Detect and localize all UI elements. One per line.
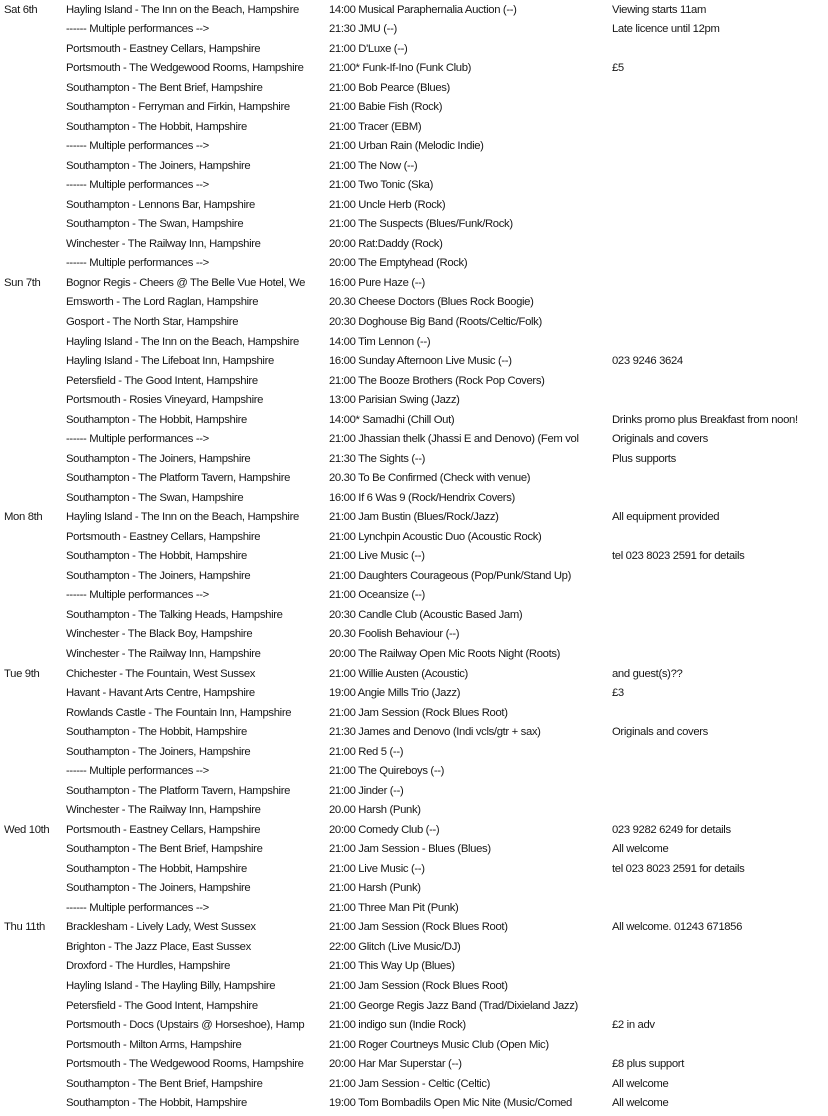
- event-cell: 21:00 Uncle Herb (Rock): [329, 198, 446, 211]
- venue-cell: Portsmouth - Rosies Vineyard, Hampshire: [66, 394, 264, 407]
- event-cell: 20:00 The Emptyhead (Rock): [329, 257, 468, 270]
- listing-row: [0, 1, 828, 20]
- venue-cell: Portsmouth - Docs (Upstairs @ Horseshoe), Hamp: [66, 1019, 305, 1032]
- venue-cell: Winchester - The Railway Inn, Hampshire: [66, 237, 261, 250]
- listing-row: [0, 879, 828, 898]
- listing-row: [0, 840, 828, 859]
- event-cell: 20:00 Rat:Daddy (Rock): [329, 237, 443, 250]
- listing-row: [0, 118, 828, 137]
- day-label: Sun 7th: [4, 276, 41, 289]
- listing-row: [0, 274, 828, 293]
- venue-cell: Hayling Island - The Hayling Billy, Hampshire: [66, 980, 276, 992]
- listing-row: [0, 352, 828, 371]
- note-cell: Originals and covers: [612, 433, 708, 446]
- event-cell: 20.30 Foolish Behaviour (--): [329, 628, 460, 641]
- listing-row: [0, 782, 828, 801]
- venue-cell: Bognor Regis - Cheers @ The Belle Vue Hotel, We: [66, 276, 306, 289]
- venue-cell: Winchester - The Railway Inn, Hampshire: [66, 804, 261, 817]
- listing-row: [0, 508, 828, 527]
- event-cell: 21:00 The Booze Brothers (Rock Pop Covers): [329, 374, 545, 387]
- venue-cell: Petersfield - The Good Intent, Hampshire: [66, 999, 258, 1012]
- venue-cell: Emsworth - The Lord Raglan, Hampshire: [66, 296, 259, 309]
- venue-cell: Southampton - The Platform Tavern, Hampshire: [66, 472, 291, 485]
- venue-cell: Portsmouth - The Wedgewood Rooms, Hampshire: [66, 62, 304, 75]
- listing-row: [0, 196, 828, 215]
- event-cell: 13:00 Parisian Swing (Jazz): [329, 394, 460, 407]
- listing-row: [0, 606, 828, 625]
- venue-cell: Gosport - The North Star, Hampshire: [66, 315, 239, 328]
- event-cell: 21:00 George Regis Jazz Band (Trad/Dixieland Jazz): [329, 999, 578, 1012]
- venue-cell: Southampton - The Hobbit, Hampshire: [66, 726, 247, 739]
- note-cell: All welcome. 01243 671856: [612, 921, 743, 934]
- note-cell: Drinks promo plus Breakfast from noon!: [612, 413, 798, 426]
- listing-row: [0, 1075, 828, 1094]
- venue-cell: Winchester - The Black Boy, Hampshire: [66, 628, 253, 641]
- event-cell: 20.30 Cheese Doctors (Blues Rock Boogie): [329, 296, 534, 309]
- venue-cell: ------ Multiple performances -->: [66, 901, 209, 914]
- venue-cell: Southampton - The Hobbit, Hampshire: [66, 862, 247, 875]
- listing-row: [0, 293, 828, 312]
- listing-row: [0, 938, 828, 957]
- event-cell: 21:00 Willie Austen (Acoustic): [329, 667, 468, 680]
- venue-cell: Southampton - The Hobbit, Hampshire: [66, 550, 247, 563]
- event-cell: 21:00 Three Man Pit (Punk): [329, 901, 459, 914]
- listing-row: [0, 957, 828, 976]
- venue-cell: Southampton - The Talking Heads, Hampshire: [66, 608, 283, 621]
- listing-row: [0, 469, 828, 488]
- event-cell: 21:00 Jinder (--): [329, 784, 404, 797]
- listing-row: [0, 665, 828, 684]
- venue-cell: ------ Multiple performances -->: [66, 140, 209, 153]
- venue-cell: Southampton - Ferryman and Firkin, Hampshire: [66, 101, 290, 114]
- listing-row: [0, 977, 828, 996]
- listing-row: [0, 645, 828, 664]
- listing-row: [0, 20, 828, 39]
- listing-row: [0, 176, 828, 195]
- listing-row: [0, 372, 828, 391]
- event-cell: 21:00 Jam Session (Rock Blues Root): [329, 706, 508, 719]
- listing-row: [0, 333, 828, 352]
- note-cell: £5: [612, 62, 624, 75]
- venue-cell: Southampton - The Joiners, Hampshire: [66, 745, 251, 758]
- listing-row: [0, 528, 828, 547]
- event-cell: 21:00 Jam Session (Rock Blues Root): [329, 921, 508, 934]
- venue-cell: Southampton - The Bent Brief, Hampshire: [66, 1077, 263, 1090]
- event-cell: 21:00 Babie Fish (Rock): [329, 101, 443, 114]
- venue-cell: Brighton - The Jazz Place, East Sussex: [66, 940, 251, 953]
- event-cell: 21:00 Jhassian thelk (Jhassi E and Denovo) (Fem vol: [329, 433, 579, 446]
- listing-row: [0, 391, 828, 410]
- listing-row: [0, 430, 828, 449]
- listing-row: [0, 899, 828, 918]
- venue-cell: ------ Multiple performances -->: [66, 765, 209, 778]
- venue-cell: Hayling Island - The Inn on the Beach, Hampshire: [66, 335, 299, 348]
- venue-cell: Rowlands Castle - The Fountain Inn, Hampshire: [66, 706, 292, 719]
- note-cell: Late licence until 12pm: [612, 23, 720, 36]
- note-cell: and guest(s)??: [612, 667, 683, 680]
- event-cell: 21:00 Harsh (Punk): [329, 882, 421, 895]
- listing-row: [0, 254, 828, 273]
- event-cell: 21:00* Funk-If-Ino (Funk Club): [329, 62, 472, 75]
- venue-cell: Southampton - The Hobbit, Hampshire: [66, 413, 247, 426]
- venue-cell: Southampton - The Bent Brief, Hampshire: [66, 81, 263, 94]
- note-cell: £8 plus support: [612, 1058, 684, 1071]
- event-cell: 14:00 Musical Paraphernalia Auction (--): [329, 3, 517, 16]
- event-cell: 21:00 Urban Rain (Melodic Indie): [329, 140, 484, 153]
- event-cell: 21:00 Jam Session (Rock Blues Root): [329, 980, 508, 992]
- note-cell: £3: [612, 687, 624, 700]
- day-label: Tue 9th: [4, 667, 40, 680]
- listing-row: [0, 684, 828, 703]
- event-cell: 21:00 Tracer (EBM): [329, 120, 422, 133]
- event-cell: 21:00 Jam Session - Celtic (Celtic): [329, 1077, 491, 1090]
- venue-cell: Southampton - The Joiners, Hampshire: [66, 159, 251, 172]
- listing-row: [0, 215, 828, 234]
- event-cell: 21:00 The Suspects (Blues/Funk/Rock): [329, 218, 513, 231]
- listing-row: [0, 625, 828, 644]
- event-cell: 21:00 Lynchpin Acoustic Duo (Acoustic Rock): [329, 530, 542, 543]
- venue-cell: ------ Multiple performances -->: [66, 257, 209, 270]
- event-cell: 21:00 The Quireboys (--): [329, 765, 445, 778]
- listing-row: [0, 743, 828, 762]
- listing-row: [0, 567, 828, 586]
- note-cell: All welcome: [612, 843, 669, 856]
- venue-cell: Havant - Havant Arts Centre, Hampshire: [66, 687, 255, 700]
- event-cell: 22:00 Glitch (Live Music/DJ): [329, 940, 461, 953]
- event-cell: 16:00 Sunday Afternoon Live Music (--): [329, 355, 512, 368]
- venue-cell: Hayling Island - The Lifeboat Inn, Hampshire: [66, 355, 274, 368]
- listing-row: [0, 801, 828, 820]
- listing-row: [0, 450, 828, 469]
- venue-cell: ------ Multiple performances -->: [66, 433, 209, 446]
- venue-cell: ------ Multiple performances -->: [66, 589, 209, 602]
- note-cell: tel 023 8023 2591 for details: [612, 862, 745, 875]
- event-cell: 21:00 Live Music (--): [329, 862, 425, 875]
- venue-cell: Hayling Island - The Inn on the Beach, Hampshire: [66, 3, 299, 16]
- event-cell: 19:00 Tom Bombadils Open Mic Nite (Music/Comed: [329, 1097, 572, 1110]
- event-cell: 21:00 This Way Up (Blues): [329, 960, 455, 973]
- event-cell: 21:00 Daughters Courageous (Pop/Punk/Stand Up): [329, 569, 572, 582]
- event-cell: 21:00 Jam Bustin (Blues/Rock/Jazz): [329, 511, 499, 524]
- listing-row: [0, 489, 828, 508]
- listing-row: [0, 547, 828, 566]
- event-cell: 21:30 The Sights (--): [329, 452, 426, 465]
- day-label: Wed 10th: [4, 823, 50, 836]
- note-cell: Originals and covers: [612, 726, 708, 739]
- venue-cell: Southampton - The Hobbit, Hampshire: [66, 1097, 247, 1110]
- listing-row: [0, 918, 828, 937]
- day-label: Mon 8th: [4, 511, 43, 524]
- listing-row: [0, 40, 828, 59]
- listing-row: [0, 821, 828, 840]
- event-cell: 19:00 Angie Mills Trio (Jazz): [329, 687, 461, 700]
- event-cell: 20:00 Comedy Club (--): [329, 823, 440, 836]
- listing-row: [0, 313, 828, 332]
- note-cell: £2 in adv: [612, 1019, 655, 1032]
- listing-row: [0, 1016, 828, 1035]
- venue-cell: Southampton - The Bent Brief, Hampshire: [66, 843, 263, 856]
- event-cell: 14:00 Tim Lennon (--): [329, 335, 431, 348]
- note-cell: All welcome: [612, 1097, 669, 1110]
- event-cell: 20:30 Candle Club (Acoustic Based Jam): [329, 608, 523, 621]
- event-cell: 20.30 To Be Confirmed (Check with venue): [329, 472, 531, 485]
- listing-row: [0, 59, 828, 78]
- listing-row: [0, 1055, 828, 1074]
- note-cell: 023 9246 3624: [612, 355, 683, 368]
- note-cell: All equipment provided: [612, 511, 720, 524]
- event-cell: 21:30 James and Denovo (Indi vcls/gtr + sax): [329, 726, 541, 739]
- venue-cell: Bracklesham - Lively Lady, West Sussex: [66, 921, 256, 934]
- venue-cell: Southampton - The Swan, Hampshire: [66, 491, 244, 504]
- listing-row: [0, 997, 828, 1016]
- venue-cell: Droxford - The Hurdles, Hampshire: [66, 960, 231, 973]
- event-cell: 16:00 Pure Haze (--): [329, 276, 425, 289]
- venue-cell: Portsmouth - Milton Arms, Hampshire: [66, 1038, 242, 1051]
- venue-cell: Southampton - The Joiners, Hampshire: [66, 569, 251, 582]
- listing-row: [0, 411, 828, 430]
- note-cell: 023 9282 6249 for details: [612, 823, 731, 836]
- day-label: Sat 6th: [4, 3, 38, 16]
- venue-cell: Petersfield - The Good Intent, Hampshire: [66, 374, 258, 387]
- event-cell: 21:00 Two Tonic (Ska): [329, 179, 434, 192]
- note-cell: Viewing starts 11am: [612, 3, 707, 16]
- note-cell: All welcome: [612, 1077, 669, 1090]
- event-cell: 21:00 Roger Courtneys Music Club (Open Mic): [329, 1038, 549, 1051]
- venue-cell: ------ Multiple performances -->: [66, 179, 209, 192]
- venue-cell: Portsmouth - Eastney Cellars, Hampshire: [66, 42, 261, 55]
- note-cell: Plus supports: [612, 452, 676, 465]
- event-cell: 21:30 JMU (--): [329, 23, 397, 36]
- venue-cell: Southampton - The Platform Tavern, Hampshire: [66, 784, 291, 797]
- event-cell: 21:00 Red 5 (--): [329, 745, 404, 758]
- venue-cell: Southampton - The Swan, Hampshire: [66, 218, 244, 231]
- venue-cell: Hayling Island - The Inn on the Beach, Hampshire: [66, 511, 299, 524]
- event-cell: 16:00 If 6 Was 9 (Rock/Hendrix Covers): [329, 491, 515, 504]
- venue-cell: ------ Multiple performances -->: [66, 23, 209, 36]
- venue-cell: Portsmouth - Eastney Cellars, Hampshire: [66, 823, 261, 836]
- event-cell: 21:00 The Now (--): [329, 159, 418, 172]
- listing-row: [0, 723, 828, 742]
- venue-cell: Portsmouth - Eastney Cellars, Hampshire: [66, 530, 261, 543]
- listing-row: [0, 1094, 828, 1113]
- listing-row: [0, 704, 828, 723]
- listing-row: [0, 137, 828, 156]
- venue-cell: Southampton - The Joiners, Hampshire: [66, 882, 251, 895]
- listing-row: [0, 79, 828, 98]
- event-cell: 14:00* Samadhi (Chill Out): [329, 413, 455, 426]
- listing-row: [0, 157, 828, 176]
- venue-cell: Southampton - The Joiners, Hampshire: [66, 452, 251, 465]
- listing-row: [0, 1036, 828, 1055]
- note-cell: tel 023 8023 2591 for details: [612, 550, 745, 563]
- venue-cell: Southampton - Lennons Bar, Hampshire: [66, 198, 255, 211]
- event-cell: 21:00 Jam Session - Blues (Blues): [329, 843, 491, 856]
- event-cell: 21:00 Live Music (--): [329, 550, 425, 563]
- venue-cell: Southampton - The Hobbit, Hampshire: [66, 120, 247, 133]
- event-cell: 21:00 Oceansize (--): [329, 589, 425, 602]
- event-cell: 20.00 Harsh (Punk): [329, 804, 421, 817]
- event-cell: 21:00 D'Luxe (--): [329, 42, 408, 55]
- venue-cell: Chichester - The Fountain, West Sussex: [66, 667, 256, 680]
- event-cell: 20:00 The Railway Open Mic Roots Night (Roots): [329, 647, 561, 660]
- day-label: Thu 11th: [4, 921, 45, 934]
- venue-cell: Portsmouth - The Wedgewood Rooms, Hampshire: [66, 1058, 304, 1071]
- event-cell: 21:00 indigo sun (Indie Rock): [329, 1019, 466, 1032]
- listing-row: [0, 762, 828, 781]
- venue-cell: Winchester - The Railway Inn, Hampshire: [66, 647, 261, 660]
- event-cell: 20:00 Har Mar Superstar (--): [329, 1058, 462, 1071]
- listing-row: [0, 98, 828, 117]
- listing-row: [0, 586, 828, 605]
- event-cell: 20:30 Doghouse Big Band (Roots/Celtic/Folk): [329, 315, 542, 328]
- event-cell: 21:00 Bob Pearce (Blues): [329, 81, 450, 94]
- listing-row: [0, 860, 828, 879]
- listing-row: [0, 235, 828, 254]
